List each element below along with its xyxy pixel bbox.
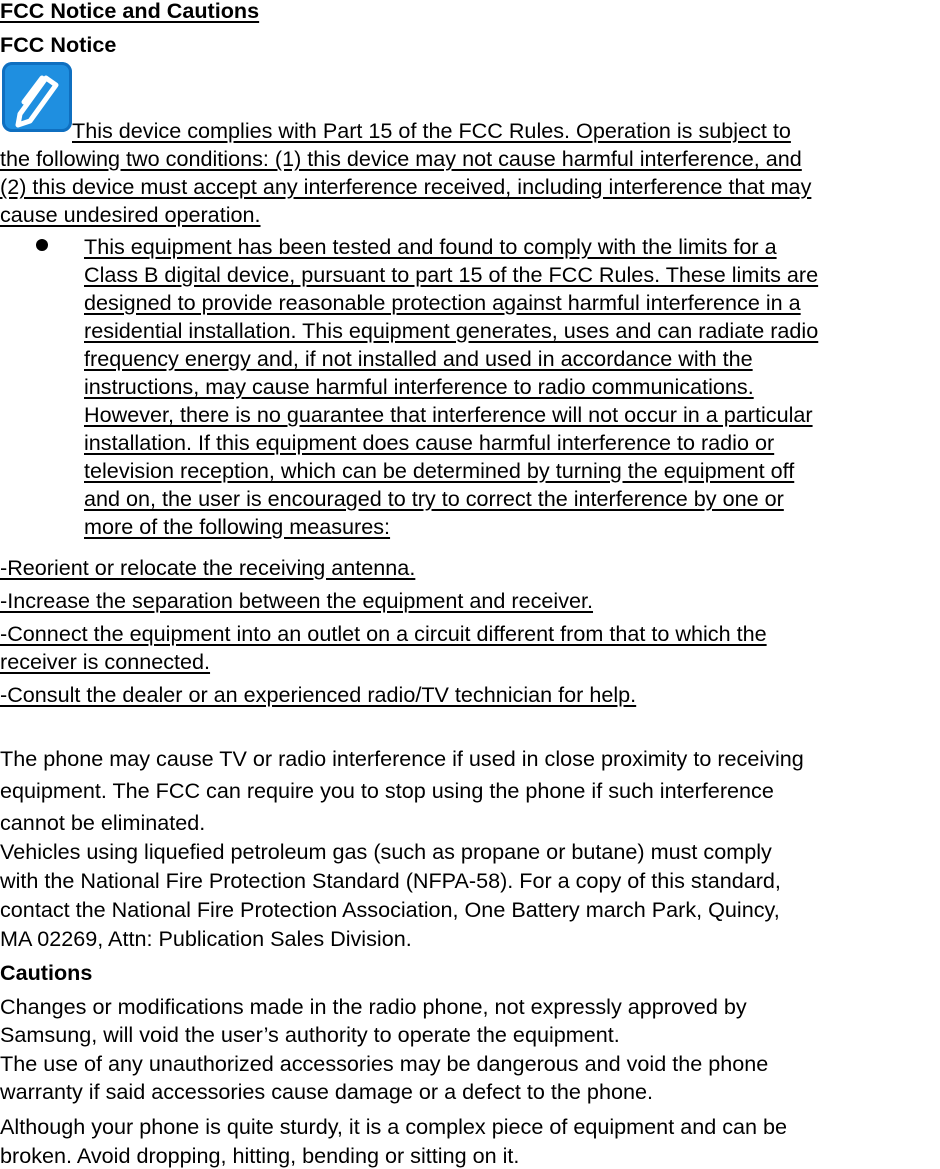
bullet-line-1: This equipment has been tested and found to comply with the limits for a — [84, 234, 777, 259]
measure-increase-separation: -Increase the separation between the equipment and receiver. — [0, 588, 594, 613]
cautions-line-4: warranty if said accessories cause damage or a defect to the phone. — [0, 1079, 653, 1104]
interference-paragraph-line-3: cannot be eliminated. — [0, 810, 206, 835]
cautions-line-1: Changes or modifications made in the radio phone, not expressly approved by — [0, 994, 747, 1019]
measure-consult-dealer: -Consult the dealer or an experienced radio/TV technician for help. — [0, 682, 637, 707]
measure-reorient: -Reorient or relocate the receiving antenna. — [0, 555, 416, 580]
interference-paragraph-line-2: equipment. The FCC can require you to stop using the phone if such interference — [0, 778, 774, 803]
bullet-line-2: Class B digital device, pursuant to part 15 of the FCC Rules. These limits are — [84, 262, 819, 287]
measure-connect-outlet: -Connect the equipment into an outlet on a circuit different from that to which the — [0, 621, 767, 646]
bullet-line-10: and on, the user is encouraged to try to correct the interference by one or — [84, 486, 784, 511]
lpg-paragraph-line-3: contact the National Fire Protection Association, One Battery march Park, Quincy, — [0, 897, 780, 922]
interference-paragraph-line-1: The phone may cause TV or radio interference if used in close proximity to receiving — [0, 746, 804, 771]
cautions-line-6: broken. Avoid dropping, hitting, bending or sitting on it. — [0, 1143, 520, 1168]
lpg-paragraph-line-4: MA 02269, Attn: Publication Sales Division. — [0, 926, 412, 951]
cautions-line-3: The use of any unauthorized accessories may be dangerous and void the phone — [0, 1051, 769, 1076]
bullet-line-7: However, there is no guarantee that interference will not occur in a particular — [84, 402, 813, 427]
bullet-line-6: instructions, may cause harmful interference to radio communications. — [84, 374, 754, 399]
bullet-line-3: designed to provide reasonable protection against harmful interference in a — [84, 290, 801, 315]
bullet-line-4: residential installation. This equipment generates, uses and can radiate radio — [84, 318, 819, 343]
bullet-dot — [36, 239, 48, 251]
bullet-line-8: installation. If this equipment does cause harmful interference to radio or — [84, 430, 775, 455]
note-pencil-icon — [2, 62, 72, 132]
page-title: FCC Notice and Cautions — [0, 0, 260, 23]
intro-line-2: the following two conditions: (1) this device may not cause harmful interference, and — [0, 146, 802, 171]
cautions-line-5: Although your phone is quite sturdy, it is a complex piece of equipment and can be — [0, 1114, 788, 1139]
bullet-line-5: frequency energy and, if not installed and used in accordance with the — [84, 346, 753, 371]
measure-connect-outlet-cont: receiver is connected. — [0, 649, 211, 674]
cautions-line-2: Samsung, will void the user’s authority to operate the equipment. — [0, 1022, 620, 1047]
fcc-notice-heading: FCC Notice — [0, 32, 117, 57]
bullet-line-9: television reception, which can be determined by turning the equipment off — [84, 458, 795, 483]
bullet-line-11: more of the following measures: — [84, 514, 391, 539]
lpg-paragraph-line-2: with the National Fire Protection Standard (NFPA-58). For a copy of this standard, — [0, 868, 781, 893]
lpg-paragraph-line-1: Vehicles using liquefied petroleum gas (such as propane or butane) must comply — [0, 839, 772, 864]
intro-line-1: This device complies with Part 15 of the FCC Rules. Operation is subject to — [72, 118, 791, 143]
intro-line-4: cause undesired operation. — [0, 202, 261, 227]
cautions-heading: Cautions — [0, 960, 93, 985]
intro-line-3: (2) this device must accept any interference received, including interference that may — [0, 174, 812, 199]
